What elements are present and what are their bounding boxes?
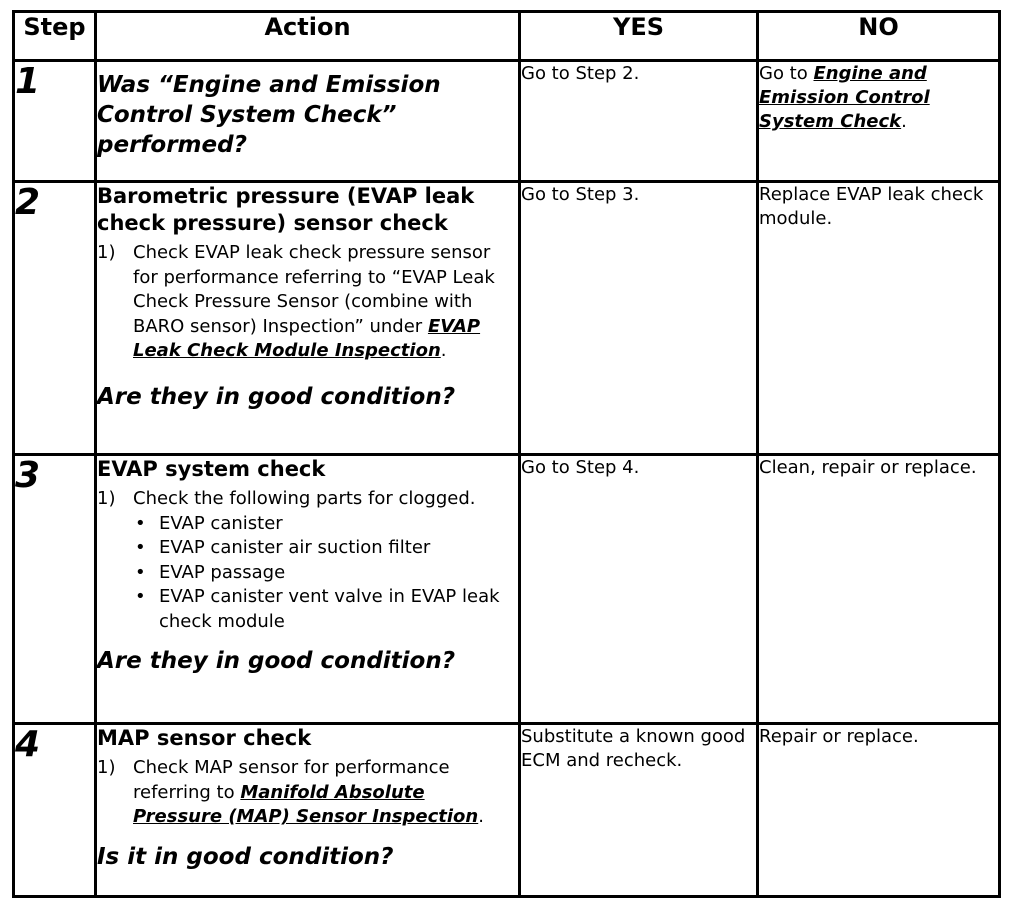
item-text: Check MAP sensor for performance referring to — [133, 757, 450, 803]
item-number: 1) — [97, 757, 116, 778]
step-number: 3 — [14, 455, 96, 724]
list-item: • EVAP canister — [133, 512, 518, 537]
action-question: Are they in good condition? — [97, 648, 456, 674]
yes-cell: Substitute a known good ECM and recheck. — [520, 724, 758, 897]
engine-emission-check-link[interactable]: Engine and Emission Control System Check — [759, 63, 930, 132]
action-title: MAP sensor check — [97, 726, 312, 750]
action-cell — [96, 61, 520, 182]
no-cell — [758, 61, 1000, 182]
action-item — [97, 241, 518, 364]
item-suffix: . — [440, 340, 447, 361]
step-number: 1 — [14, 61, 96, 182]
action-title: Barometric pressure (EVAP leak check pressure) sensor check — [97, 184, 475, 235]
yes-cell: Go to Step 2. — [520, 61, 758, 182]
map-sensor-inspection-link[interactable]: Manifold Absolute Pressure (MAP) Sensor Inspection — [133, 781, 479, 827]
no-cell: Replace EVAP leak check module. — [758, 182, 1000, 455]
troubleshooting-table — [12, 10, 1001, 898]
action-question: Are they in good condition? — [97, 383, 456, 410]
no-suffix: . — [901, 111, 907, 132]
table-row — [14, 182, 1000, 455]
item-body — [133, 487, 518, 634]
header-yes: YES — [520, 12, 758, 61]
item-body — [133, 241, 518, 364]
item-text: Check EVAP leak check pressure sensor for performance referring to “EVAP Leak Check Pressure Sensor (combine with BARO sensor) Inspection” under — [133, 242, 495, 337]
action-item — [97, 487, 518, 634]
step-number: 4 — [14, 724, 96, 897]
header-no: NO — [758, 12, 1000, 61]
item-text: Check the following parts for clogged. — [133, 488, 476, 509]
no-cell: Repair or replace. — [758, 724, 1000, 897]
evap-leak-check-module-inspection-link[interactable]: EVAP Leak Check Module Inspection — [133, 315, 481, 361]
header-row — [14, 12, 1000, 61]
header-step: Step — [14, 12, 96, 61]
yes-cell: Go to Step 4. — [520, 455, 758, 724]
action-cell — [96, 724, 520, 897]
item-suffix: . — [478, 806, 484, 827]
action-question: Was “Engine and Emission Control System Check” performed? — [97, 72, 441, 158]
table-row — [14, 455, 1000, 724]
action-title: EVAP system check — [97, 457, 326, 481]
parts-list — [133, 512, 518, 635]
header-action: Action — [96, 12, 520, 61]
item-body — [133, 756, 518, 830]
table-row — [14, 61, 1000, 182]
action-item — [97, 756, 518, 830]
list-item: • EVAP canister vent valve in EVAP leak check module — [133, 585, 518, 634]
list-item: • EVAP passage — [133, 561, 518, 586]
no-prefix: Go to — [759, 63, 814, 84]
action-question: Is it in good condition? — [97, 843, 394, 870]
table-row — [14, 724, 1000, 897]
action-cell — [96, 455, 520, 724]
list-item: • EVAP canister air suction filter — [133, 536, 518, 561]
item-number: 1) — [97, 488, 116, 509]
item-number: 1) — [97, 242, 116, 263]
step-number: 2 — [14, 182, 96, 455]
action-cell — [96, 182, 520, 455]
yes-cell: Go to Step 3. — [520, 182, 758, 455]
no-cell: Clean, repair or replace. — [758, 455, 1000, 724]
